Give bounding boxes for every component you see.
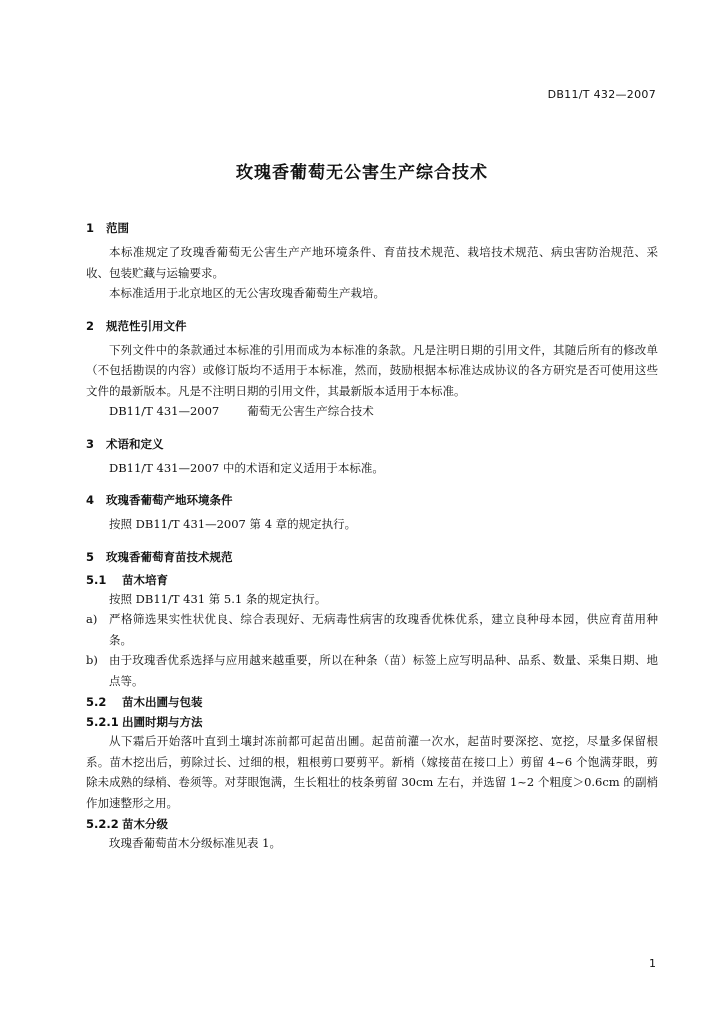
subsection-heading: 5.2 苗木出圃与包装 [86,695,203,709]
section-heading: 2 规范性引用文件 [86,318,187,333]
section-heading: 5 玫瑰香葡萄育苗技术规范 [86,549,233,564]
paragraph: 下列文件中的条款通过本标准的引用而成为本标准的条款。凡是注明日期的引用文件，其随后所有的修改单（不包括勘误的内容）或修订版均不适用于本标准，然而，鼓励根据本标准达成协议的各方研究是否可使用这些文件的最新版本。凡是不注明日期的引用文件，其最新版本适用于本标准。 [86,342,658,398]
paragraph: 本标准适用于北京地区的无公害玫瑰香葡萄生产栽培。 [109,286,385,300]
section-heading: 4 玫瑰香葡萄产地环境条件 [86,493,233,507]
subsection-heading: 5.1 苗木培育 [86,572,168,587]
reference-code: DB11/T 431—2007 [109,404,220,418]
list-item: b) 由于玫瑰香优系选择与应用越来越重要，所以在种条（苗）标签上应写明品种、品系、数量、采集日期、地点等。 [86,653,658,688]
paragraph: DB11/T 431—2007 中的术语和定义适用于本标准。 [109,460,384,475]
reference-name: 葡萄无公害生产综合技术 [247,404,374,418]
list-item: a) 严格筛选果实性状优良、综合表现好、无病毒性病害的玫瑰香优株优系，建立良种母本园，供应育苗用种条。 [86,612,658,647]
subsection-heading: 5.2.2 苗木分级 [86,817,168,831]
subsection-heading: 5.2.1 出圃时期与方法 [86,715,203,729]
paragraph: 本标准规定了玫瑰香葡萄无公害生产产地环境条件、育苗技术规范、栽培技术规范、病虫害防治规范、采收、包装贮藏与运输要求。 [86,245,658,280]
document-title: 玫瑰香葡萄无公害生产综合技术 [236,163,488,183]
document-body [86,220,658,854]
paragraph: 从下霜后开始落叶直到土壤封冻前都可起苗出圃。起苗前灌一次水，起苗时要深挖、宽挖，尽量多保留根系。苗木挖出后，剪除过长、过细的根，粗根剪口要剪平。新梢（嫁接苗在接口上）剪留 4~6 个饱满芽眼，剪除未成熟的绿梢、卷须等。对芽眼饱满，生长粗壮的枝条剪留 30cm 左右，并选留 1~2 个粗度＞0.6cm 的副梢作加速整形之用。 [86,734,658,810]
paragraph: 按照 DB11/T 431—2007 第 4 章的规定执行。 [109,517,357,531]
paragraph: 按照 DB11/T 431 第 5.1 条的规定执行。 [109,591,327,606]
reference-entry [86,401,658,422]
standard-code: DB11/T 432—2007 [547,88,656,101]
page-number: 1 [649,957,656,970]
paragraph: 玫瑰香葡萄苗木分级标准见表 1。 [109,836,281,850]
section-heading: 3 术语和定义 [86,436,164,451]
section-heading: 1 范围 [86,221,129,235]
